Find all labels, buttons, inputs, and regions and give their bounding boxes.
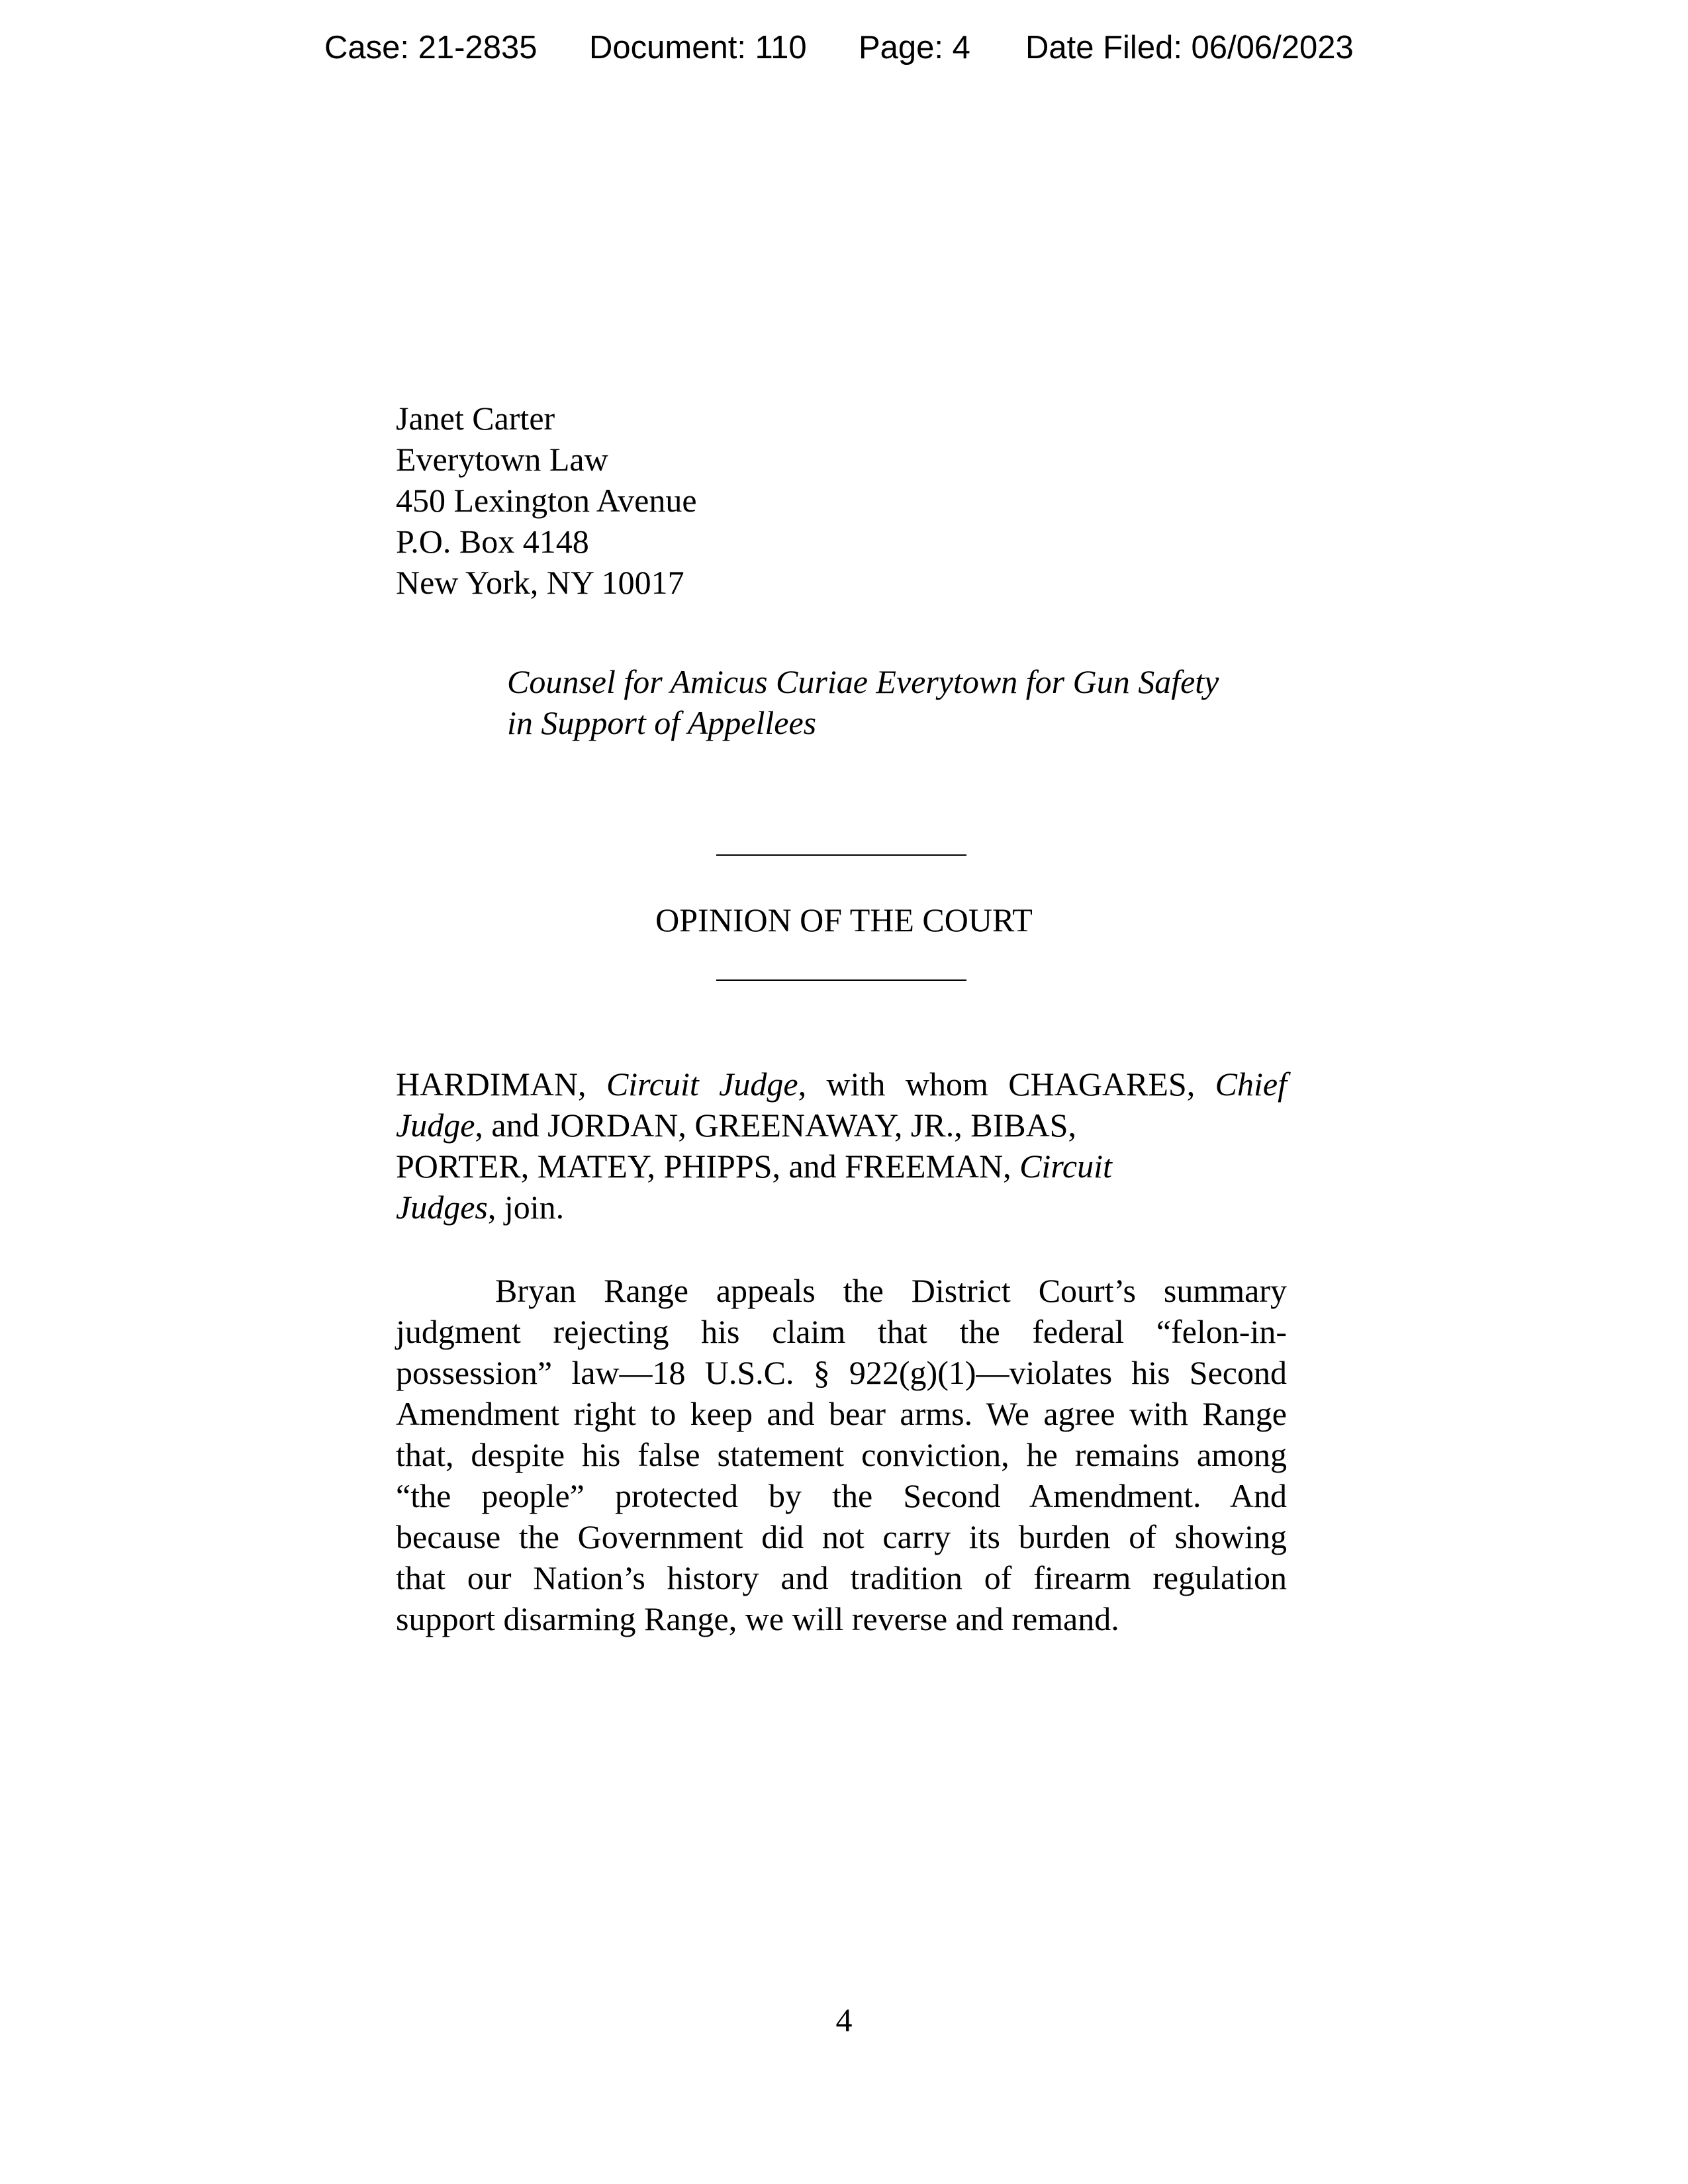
judge-text: PORTER, MATEY, PHIPPS, and FREEMAN, [396, 1148, 1020, 1185]
page-number: 4 [835, 2001, 853, 2038]
paragraph-line: Amendment right to keep and bear arms. We agree with Range [396, 1395, 1287, 1432]
judge-title: Chief [1215, 1066, 1287, 1103]
judge-text: HARDIMAN, [396, 1066, 606, 1103]
paragraph-line: Bryan Range appeals the District Court’s summary [495, 1272, 1287, 1309]
counsel-street: 450 Lexington Avenue [396, 482, 697, 519]
section-title: OPINION OF THE COURT [655, 901, 1033, 938]
divider-top [716, 854, 966, 856]
judges-statement [396, 1064, 1287, 1228]
judge-title: Circuit Judge [606, 1066, 798, 1103]
paragraph-line: “the people” protected by the Second Amendment. And [396, 1477, 1287, 1514]
paragraph-line: judgment rejecting his claim that the federal “felon-in- [396, 1313, 1287, 1350]
counsel-role-line: in Support of Appellees [507, 704, 817, 741]
paragraph-line: because the Government did not carry its burden of showing [396, 1518, 1287, 1555]
judge-title: Judge [396, 1107, 475, 1144]
judge-text: , join. [487, 1189, 565, 1226]
divider-bottom [716, 979, 966, 981]
paragraph-line: support disarming Range, we will reverse and remand. [396, 1600, 1119, 1637]
counsel-role [507, 661, 1219, 743]
counsel-po-box: P.O. Box 4148 [396, 523, 589, 560]
judge-title: Judges [396, 1189, 488, 1226]
page-label: Page: 4 [859, 30, 970, 66]
counsel-city: New York, NY 10017 [396, 564, 684, 601]
date-filed: Date Filed: 06/06/2023 [1025, 30, 1354, 66]
case-number: Case: 21-2835 [324, 30, 538, 66]
paragraph-line: possession” law—18 U.S.C. § 922(g)(1)—violates his Second [396, 1354, 1287, 1391]
judge-text: , and JORDAN, GREENAWAY, JR., BIBAS, [475, 1107, 1076, 1144]
counsel-role-line: Counsel for Amicus Curiae Everytown for Gun Safety [507, 663, 1219, 700]
judge-title: Circuit [1019, 1148, 1112, 1185]
counsel-firm: Everytown Law [396, 441, 608, 478]
paragraph-line: that our Nation’s history and tradition of firearm regulation [396, 1559, 1287, 1596]
counsel-name: Janet Carter [396, 400, 555, 437]
document-number: Document: 110 [589, 30, 807, 66]
judge-text: , with whom CHAGARES, [798, 1066, 1215, 1103]
paragraph-line: that, despite his false statement conviction, he remains among [396, 1436, 1287, 1473]
counsel-address [396, 398, 697, 603]
opinion-paragraph [396, 1270, 1287, 1639]
